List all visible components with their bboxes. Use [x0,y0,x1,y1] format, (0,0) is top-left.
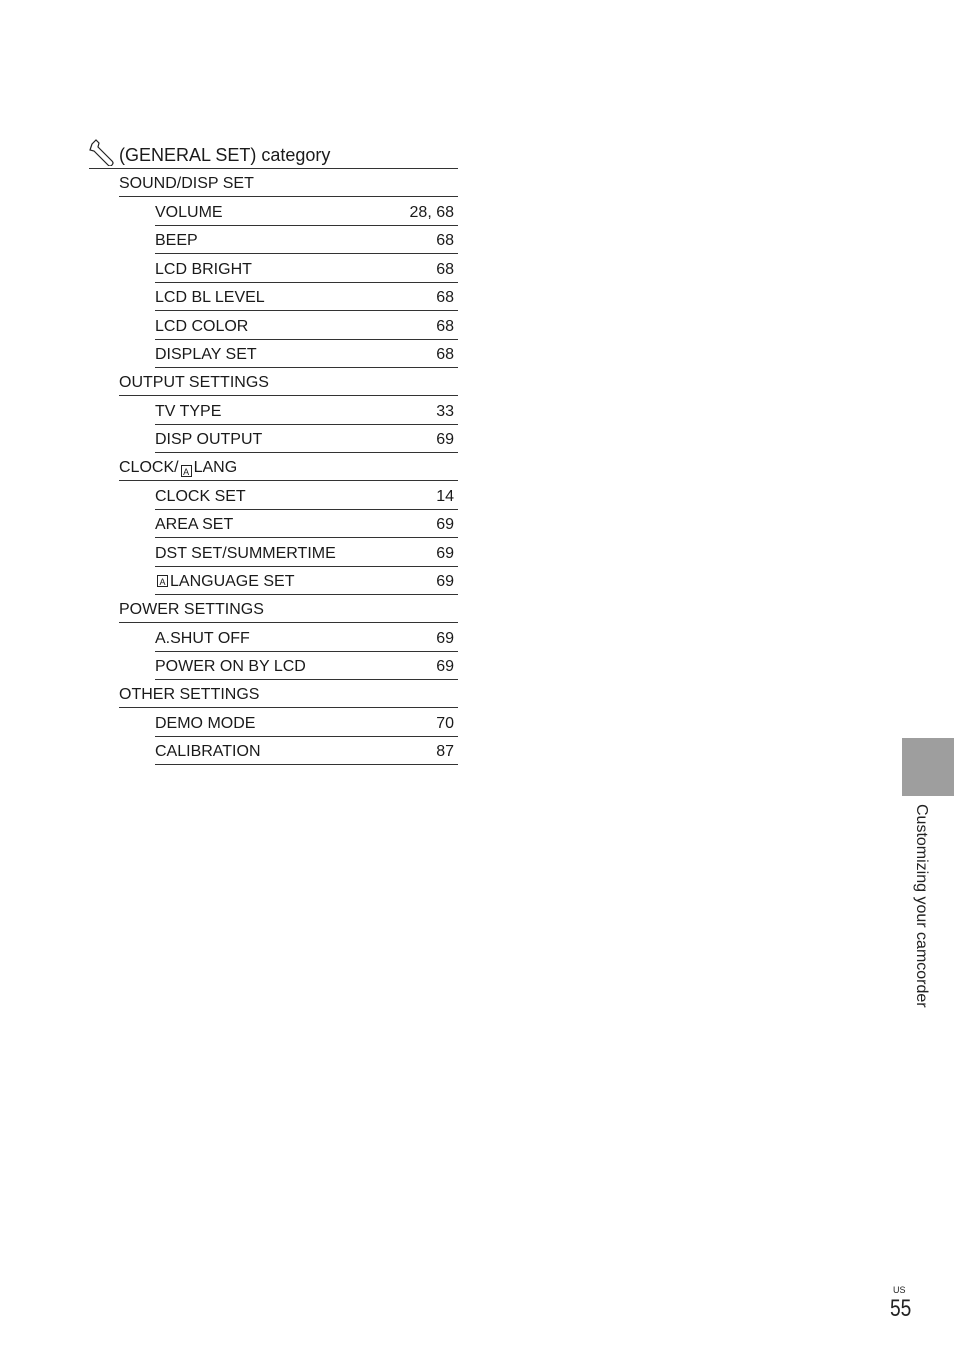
menu-item-dst-set: DST SET/SUMMERTIME 69 [155,538,458,567]
menu-item-lcd-bl-level: LCD BL LEVEL 68 [155,283,458,312]
page-ref: 14 [436,487,454,505]
menu-item-a-shut-off: A.SHUT OFF 69 [155,623,458,652]
page-ref: 69 [436,658,454,675]
category-title: (GENERAL SET) category [119,145,331,165]
wrench-icon [89,138,117,166]
page-ref: 68 [436,289,454,306]
page-ref: 69 [436,544,454,562]
group-power-settings: POWER SETTINGS [119,595,458,623]
page-region: US [893,1285,906,1295]
language-icon: A [181,465,192,477]
page-ref: 69 [436,516,454,533]
page-ref: 68 [436,232,454,249]
page-ref: 28, 68 [409,203,454,221]
page-ref: 70 [436,714,454,732]
menu-item-demo-mode: DEMO MODE 70 [155,708,458,737]
page-ref: 33 [436,402,454,420]
page-ref: 69 [436,629,454,647]
page-ref: 68 [436,317,454,335]
menu-item-lcd-bright: LCD BRIGHT 68 [155,254,458,283]
page-ref: 68 [436,346,454,363]
menu-item-language-set: A LANGUAGE SET 69 [155,567,458,596]
menu-item-calibration: CALIBRATION 87 [155,737,458,766]
general-set-menu [89,136,458,765]
menu-item-display-set: DISPLAY SET 68 [155,340,458,369]
language-icon: A [157,575,168,587]
page-ref: 69 [436,431,454,448]
menu-item-volume: VOLUME 28, 68 [155,197,458,226]
group-output-settings: OUTPUT SETTINGS [119,368,458,396]
group-other-settings: OTHER SETTINGS [119,680,458,708]
page-ref: 87 [436,743,454,760]
menu-item-area-set: AREA SET 69 [155,510,458,539]
page-number: 55 [890,1295,912,1322]
page-ref: 68 [436,260,454,278]
menu-item-clock-set: CLOCK SET 14 [155,481,458,510]
group-clock-lang: CLOCK/ A LANG [119,453,458,481]
group-sound-disp-set: SOUND/DISP SET [119,169,458,197]
menu-item-beep: BEEP 68 [155,226,458,255]
section-label: Customizing your camcorder [913,804,930,1008]
section-tab [902,738,954,796]
menu-item-disp-output: DISP OUTPUT 69 [155,425,458,454]
menu-item-lcd-color: LCD COLOR 68 [155,311,458,340]
page-ref: 69 [436,573,454,590]
category-heading [89,136,458,169]
menu-item-tv-type: TV TYPE 33 [155,396,458,425]
menu-item-power-on-by-lcd: POWER ON BY LCD 69 [155,652,458,681]
